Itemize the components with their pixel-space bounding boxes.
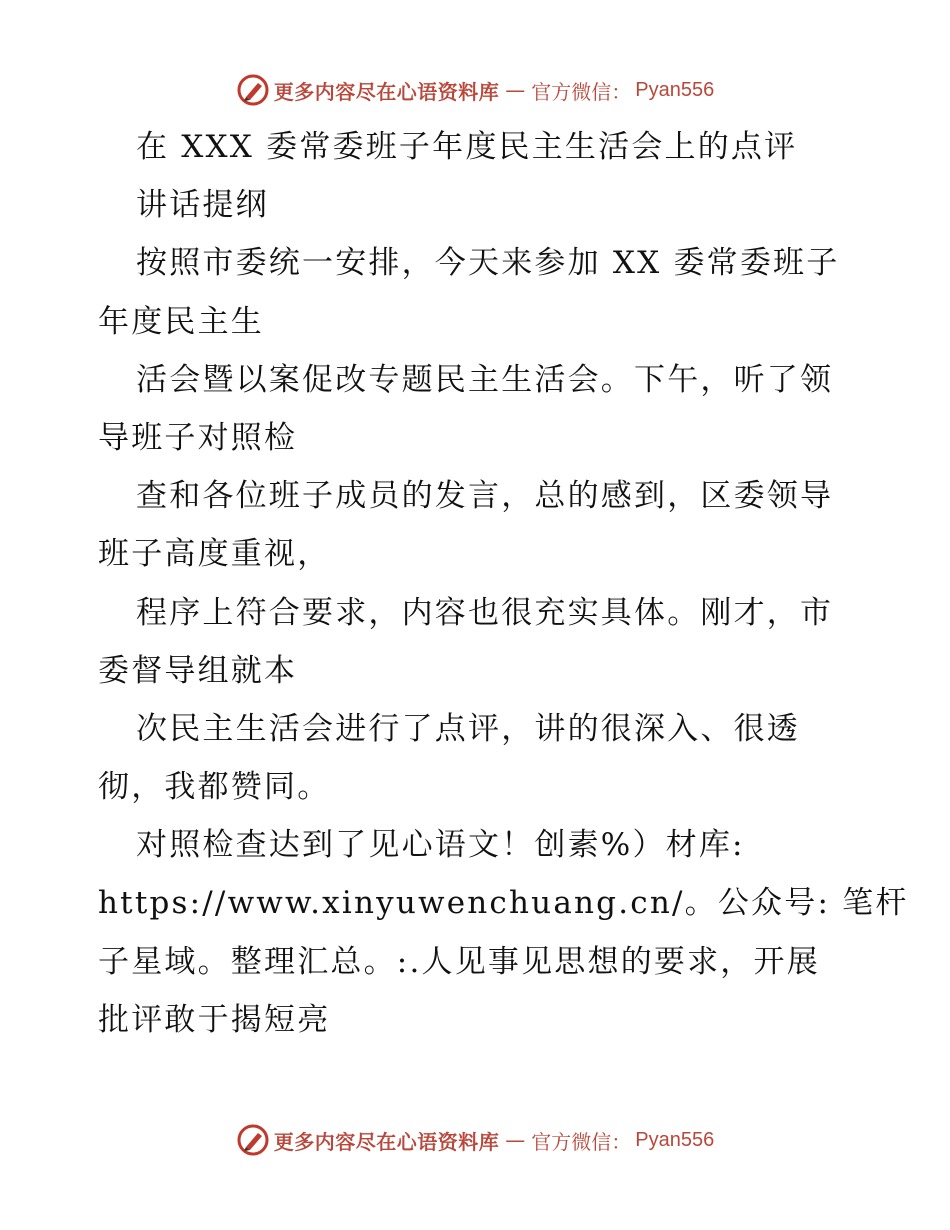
- watermark-dash: —: [505, 78, 526, 102]
- text-line: https://www.xinyuwenchuang.cn/。公众号: 笔杆: [98, 885, 909, 922]
- text-line: 对照检查达到了见心语文！创素%）材库:: [136, 827, 745, 864]
- watermark-handle: Pyan556: [635, 78, 715, 101]
- document-body: [98, 118, 909, 1049]
- footer-watermark: [0, 1120, 950, 1160]
- watermark-label: 官方微信：: [531, 1129, 632, 1154]
- text-line: 批评敢于揭短亮: [98, 1001, 331, 1038]
- text-line: 在 XXX 委常委班子年度民主生活会上的点评: [136, 129, 798, 165]
- pen-logo-icon: [236, 73, 270, 107]
- watermark-label: 官方微信：: [531, 79, 632, 104]
- watermark-dash: —: [505, 1128, 526, 1152]
- text-line: 彻，我都赞同。: [98, 769, 331, 806]
- text-line: 查和各位班子成员的发言，总的感到，区委领导: [136, 478, 834, 515]
- text-line: 班子高度重视，: [98, 536, 331, 573]
- text-line: 次民主生活会进行了点评，讲的很深入、很透: [136, 710, 800, 747]
- text-line: 年度民主生: [98, 303, 264, 340]
- text-line: 按照市委统一安排，今天来参加 XX 委常委班子: [136, 245, 840, 282]
- text-line: 活会暨以案促改专题民主生活会。下午，听了领: [136, 361, 834, 398]
- header-watermark: [0, 70, 950, 110]
- text-line: 讲话提纲: [136, 187, 269, 224]
- watermark-text: 更多内容尽在心语资料库: [273, 1129, 500, 1154]
- text-line: 导班子对照检: [98, 419, 298, 456]
- text-line: 委督导组就本: [98, 652, 298, 689]
- watermark-handle: Pyan556: [635, 1128, 715, 1151]
- watermark-text: 更多内容尽在心语资料库: [273, 79, 500, 104]
- pen-logo-icon: [236, 1123, 270, 1157]
- text-line: 程序上符合要求，内容也很充实具体。刚才，市: [136, 594, 834, 631]
- text-line: 子星域。整理汇总。:.人见事见思想的要求，开展: [98, 943, 820, 980]
